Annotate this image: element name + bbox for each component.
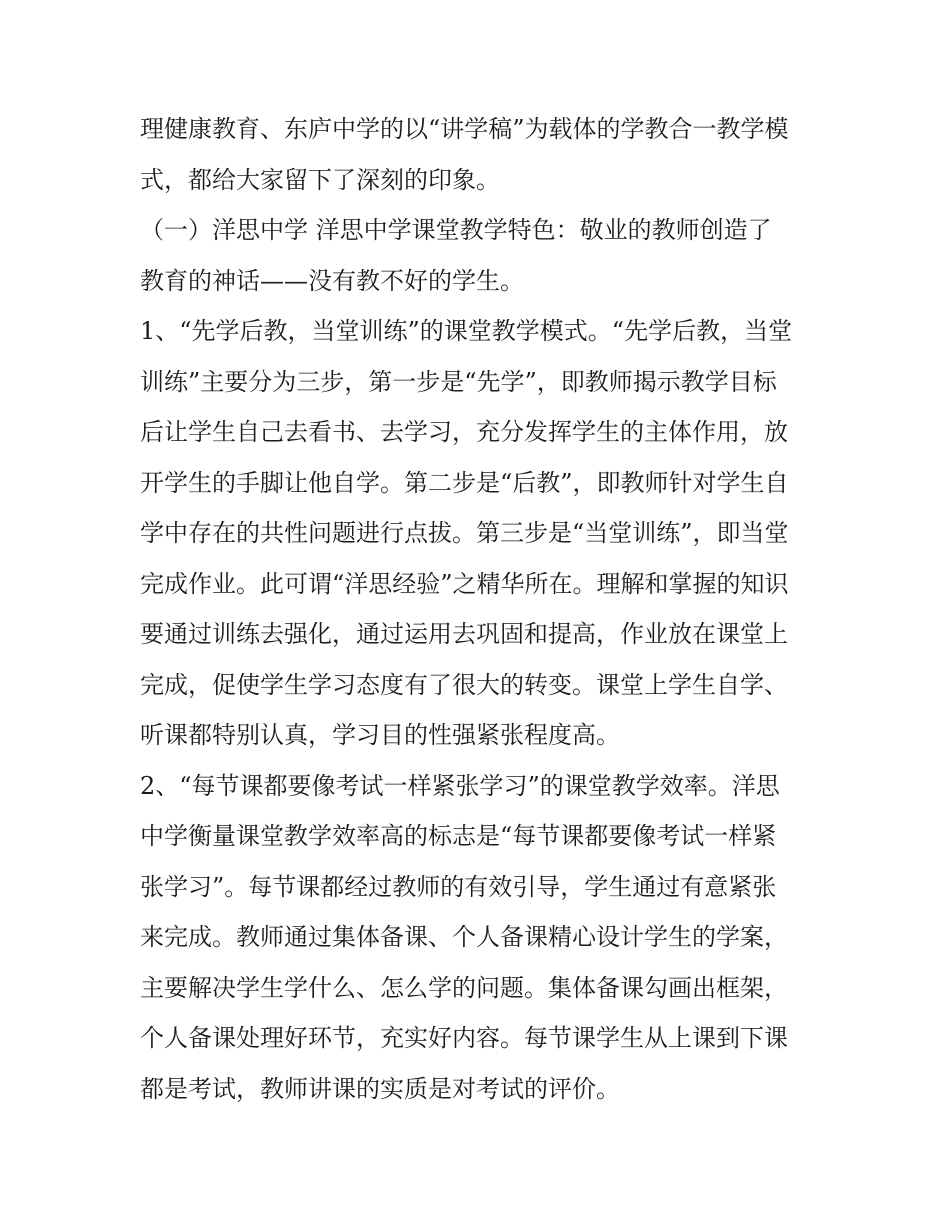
numbered-item-line: 2、“每节课都要像考试一样紧张学习”的课堂教学效率。洋思	[140, 771, 780, 800]
text-line: 开学生的手脚让他自学。第二步是“后教”，即教师针对学生自	[140, 468, 789, 497]
text-line: 来完成。教师通过集体备课、个人备课精心设计学生的学案，	[140, 923, 788, 951]
numbered-item-line: 1、“先学后教，当堂训练”的课堂教学模式。“先学后教，当堂	[140, 317, 793, 345]
text-line: 完成，促使学生学习态度有了很大的转变。课堂上学生自学、	[140, 670, 788, 699]
document-body	[140, 104, 820, 1114]
text-line: 个人备课处理好环节，充实好内容。每节课学生从上课到下课	[140, 1024, 788, 1052]
text-line: 中学衡量课堂教学效率高的标志是“每节课都要像考试一样紧	[140, 822, 777, 850]
text-line: 听课都特别认真，学习目的性强紧张程度高。	[140, 721, 620, 749]
text-line: 教育的神话——没有教不好的学生。	[140, 266, 524, 295]
text-line: 学中存在的共性问题进行点拔。第三步是“当堂训练”，即当堂	[140, 519, 789, 547]
section-heading-line: （一）洋思中学 洋思中学课堂教学特色：敬业的教师创造了	[140, 216, 772, 244]
text-line: 理健康教育、东庐中学的以“讲学稿”为载体的学教合一教学模	[140, 115, 789, 143]
text-line: 都是考试，教师讲课的实质是对考试的评价。	[140, 1074, 620, 1103]
text-line: 张学习”。每节课都经过教师的有效引导，学生通过有意紧张	[140, 872, 777, 901]
text-line: 后让学生自己去看书、去学习，充分发挥学生的主体作用，放	[140, 418, 788, 446]
text-line: 主要解决学生学什么、怎么学的问题。集体备课勾画出框架，	[140, 973, 788, 1002]
text-line: 完成作业。此可谓“洋思经验”之精华所在。理解和掌握的知识	[140, 569, 789, 598]
text-line: 式，都给大家留下了深刻的印象。	[140, 165, 500, 194]
text-line: 训练”主要分为三步，第一步是“先学”，即教师揭示教学目标	[140, 367, 777, 396]
text-line: 要通过训练去强化，通过运用去巩固和提高，作业放在课堂上	[140, 620, 788, 648]
